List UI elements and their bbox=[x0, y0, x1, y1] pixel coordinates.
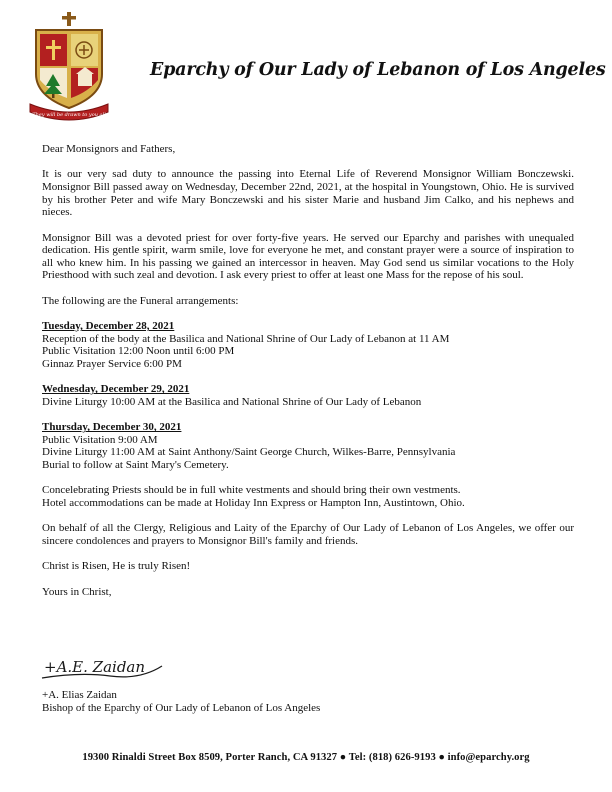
closing: Yours in Christ, bbox=[42, 585, 112, 598]
schedule-line: Public Visitation 9:00 AM bbox=[42, 433, 158, 446]
salutation: Dear Monsignors and Fathers, bbox=[42, 143, 176, 155]
schedule-line: Burial to follow at Saint Mary's Cemetery. bbox=[42, 459, 229, 472]
vestments-note: Concelebrating Priests should be in full white vestments and should bring their own vestments. bbox=[42, 484, 461, 497]
paragraph-tribute: Monsignor Bill was a devoted priest for over forty-five years. He served our Eparchy and parishes with unequaled dedication. His gentle spirit, warm smile, love for everyone he met, and constant prayer were a source of inspiration to all who knew him. In his passing we gained an intercessor in heaven. May God send us similar vocations to the Holy Priesthood with such zeal and devotion. I ask every priest to offer at least one Mass for the repose of his soul. bbox=[42, 231, 574, 282]
signer-title: Bishop of the Eparchy of Our Lady of Lebanon of Los Angeles bbox=[42, 702, 321, 714]
hotel-note: Hotel accommodations can be made at Holiday Inn Express or Hampton Inn, Austintown, Ohio. bbox=[42, 497, 465, 510]
paragraph-announcement: It is our very sad duty to announce the passing into Eternal Life of Reverend Monsignor William Bonczewski. Monsignor Bill passed away on Wednesday, December 22nd, 2021, at the hospital in Youngstown, Ohio. He is survived by his brother Peter and wife Mary Bonczewski and his sister Marie and husband Jim Calko, and his nephews and nieces. bbox=[42, 168, 574, 219]
signature bbox=[40, 650, 165, 686]
schedule-heading-day3: Thursday, December 30, 2021 bbox=[42, 421, 182, 434]
crest-motto: They will be drawn to you all bbox=[32, 112, 106, 118]
coat-of-arms-icon bbox=[28, 12, 110, 122]
schedule-line: Divine Liturgy 10:00 AM at the Basilica and National Shrine of Our Lady of Lebanon bbox=[42, 395, 422, 408]
schedule-line: Ginnaz Prayer Service 6:00 PM bbox=[42, 357, 182, 370]
page-title: Eparchy of Our Lady of Lebanon of Los Angeles bbox=[150, 60, 606, 80]
footer-contact: 19300 Rinaldi Street Box 8509, Porter Ranch, CA 91327 ● Tel: (818) 626-9193 ● info@eparchy.org bbox=[82, 752, 530, 763]
schedule-heading-day1: Tuesday, December 28, 2021 bbox=[42, 320, 175, 333]
signature-text: +A.E. Zaidan bbox=[44, 658, 146, 676]
signer-name: +A. Elias Zaidan bbox=[42, 689, 117, 701]
paragraph-arrangements-intro: The following are the Funeral arrangements: bbox=[42, 294, 239, 307]
schedule-heading-day2: Wednesday, December 29, 2021 bbox=[42, 383, 190, 396]
schedule-line: Public Visitation 12:00 Noon until 6:00 PM bbox=[42, 345, 235, 358]
paragraph-easter-greeting: Christ is Risen, He is truly Risen! bbox=[42, 560, 191, 573]
schedule-line: Divine Liturgy 11:00 AM at Saint Anthony/Saint George Church, Wilkes-Barre, Pennsylvania bbox=[42, 446, 456, 459]
letter-body bbox=[42, 143, 574, 598]
schedule-line: Reception of the body at the Basilica and National Shrine of Our Lady of Lebanon at 11 AM bbox=[42, 332, 450, 345]
paragraph-condolences: On behalf of all the Clergy, Religious and Laity of the Eparchy of Our Lady of Lebanon of Los Angeles, we offer our sincere condolences and prayers to Monsignor Bill's family and friends. bbox=[42, 522, 574, 548]
